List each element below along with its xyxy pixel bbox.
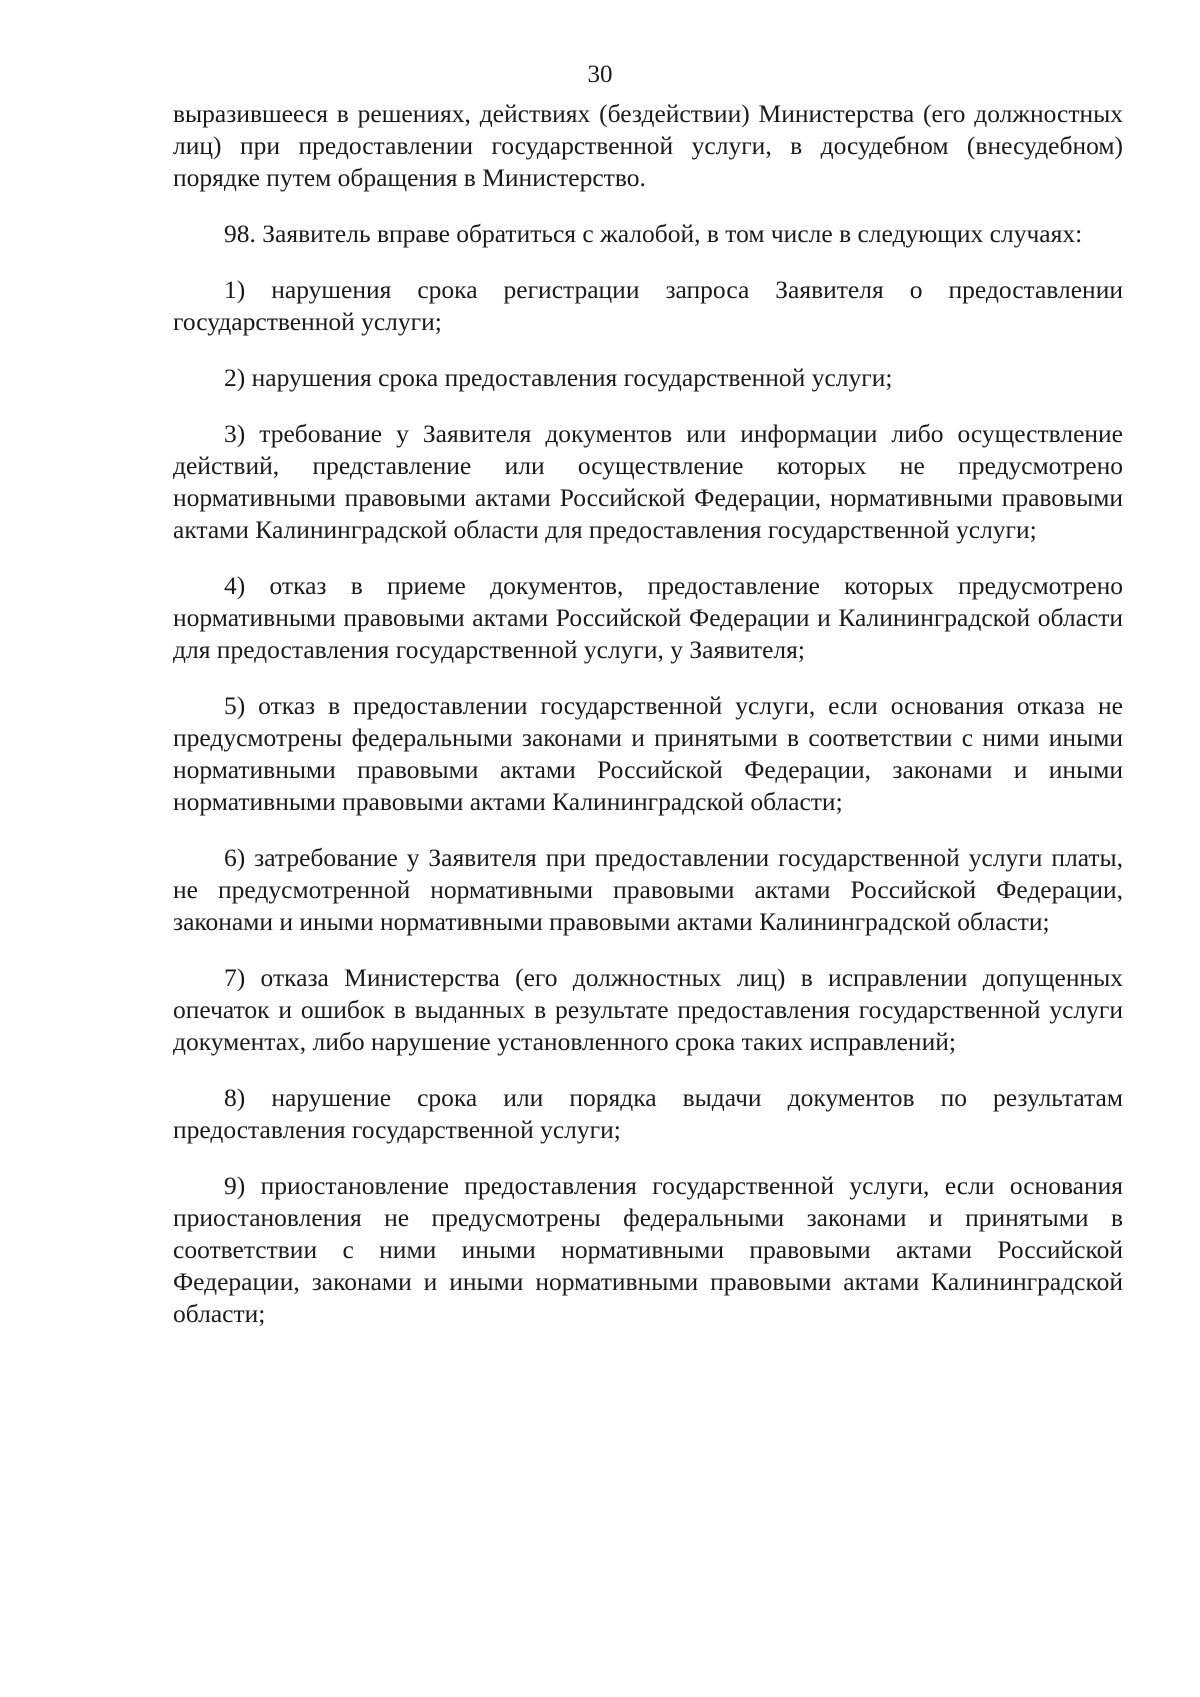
list-item-6: 6) затребование у Заявителя при предоставлении государственной услуги платы, не предусмотренной нормативными правовыми актами Российской Федерации, законами и иными нормативными правовыми актами Калининградской области;: [173, 843, 1123, 936]
list-item-2: 2) нарушения срока предоставления государственной услуги;: [224, 363, 893, 392]
list-item-8: 8) нарушение срока или порядка выдачи документов по результатам предоставления государственной услуги;: [173, 1083, 1123, 1144]
paragraph-98: 98. Заявитель вправе обратиться с жалобой, в том числе в следующих случаях:: [224, 219, 1083, 248]
list-item-5: 5) отказ в предоставлении государственной услуги, если основания отказа не предусмотрены федеральными законами и принятыми в соответствии с ними иными нормативными правовыми актами Российской Федерации, законами и иными нормативными правовыми актами Калининградской области;: [173, 691, 1123, 816]
paragraph-continuation: выразившееся в решениях, действиях (бездействии) Министерства (его должностных лиц) при предоставлении государственной услуги, в досудебном (внесудебном) порядке путем обращения в Министерство.: [173, 99, 1123, 192]
document-body: [173, 98, 1123, 1330]
list-item-3: 3) требование у Заявителя документов или информации либо осуществление действий, представление или осуществление которых не предусмотрено нормативными правовыми актами Российской Федерации, нормативными правовыми актами Калининградской области для предоставления государственной услуги;: [173, 419, 1123, 544]
list-item-7: 7) отказа Министерства (его должностных лиц) в исправлении допущенных опечаток и ошибок в выданных в результате предоставления государственной услуги документах, либо нарушение установленного срока таких исправлений;: [173, 963, 1123, 1056]
list-item-9: 9) приостановление предоставления государственной услуги, если основания приостановления не предусмотрены федеральными законами и принятыми в соответствии с ними иными нормативными правовыми актами Российской Федерации, законами и иными нормативными правовыми актами Калининградской области;: [173, 1171, 1123, 1328]
list-item-1: 1) нарушения срока регистрации запроса Заявителя о предоставлении государственной услуги;: [173, 275, 1123, 336]
list-item-4: 4) отказ в приеме документов, предоставление которых предусмотрено нормативными правовыми актами Российской Федерации и Калининградской области для предоставления государственной услуги, у Заявителя;: [173, 571, 1123, 664]
page-number: 30: [587, 61, 613, 88]
